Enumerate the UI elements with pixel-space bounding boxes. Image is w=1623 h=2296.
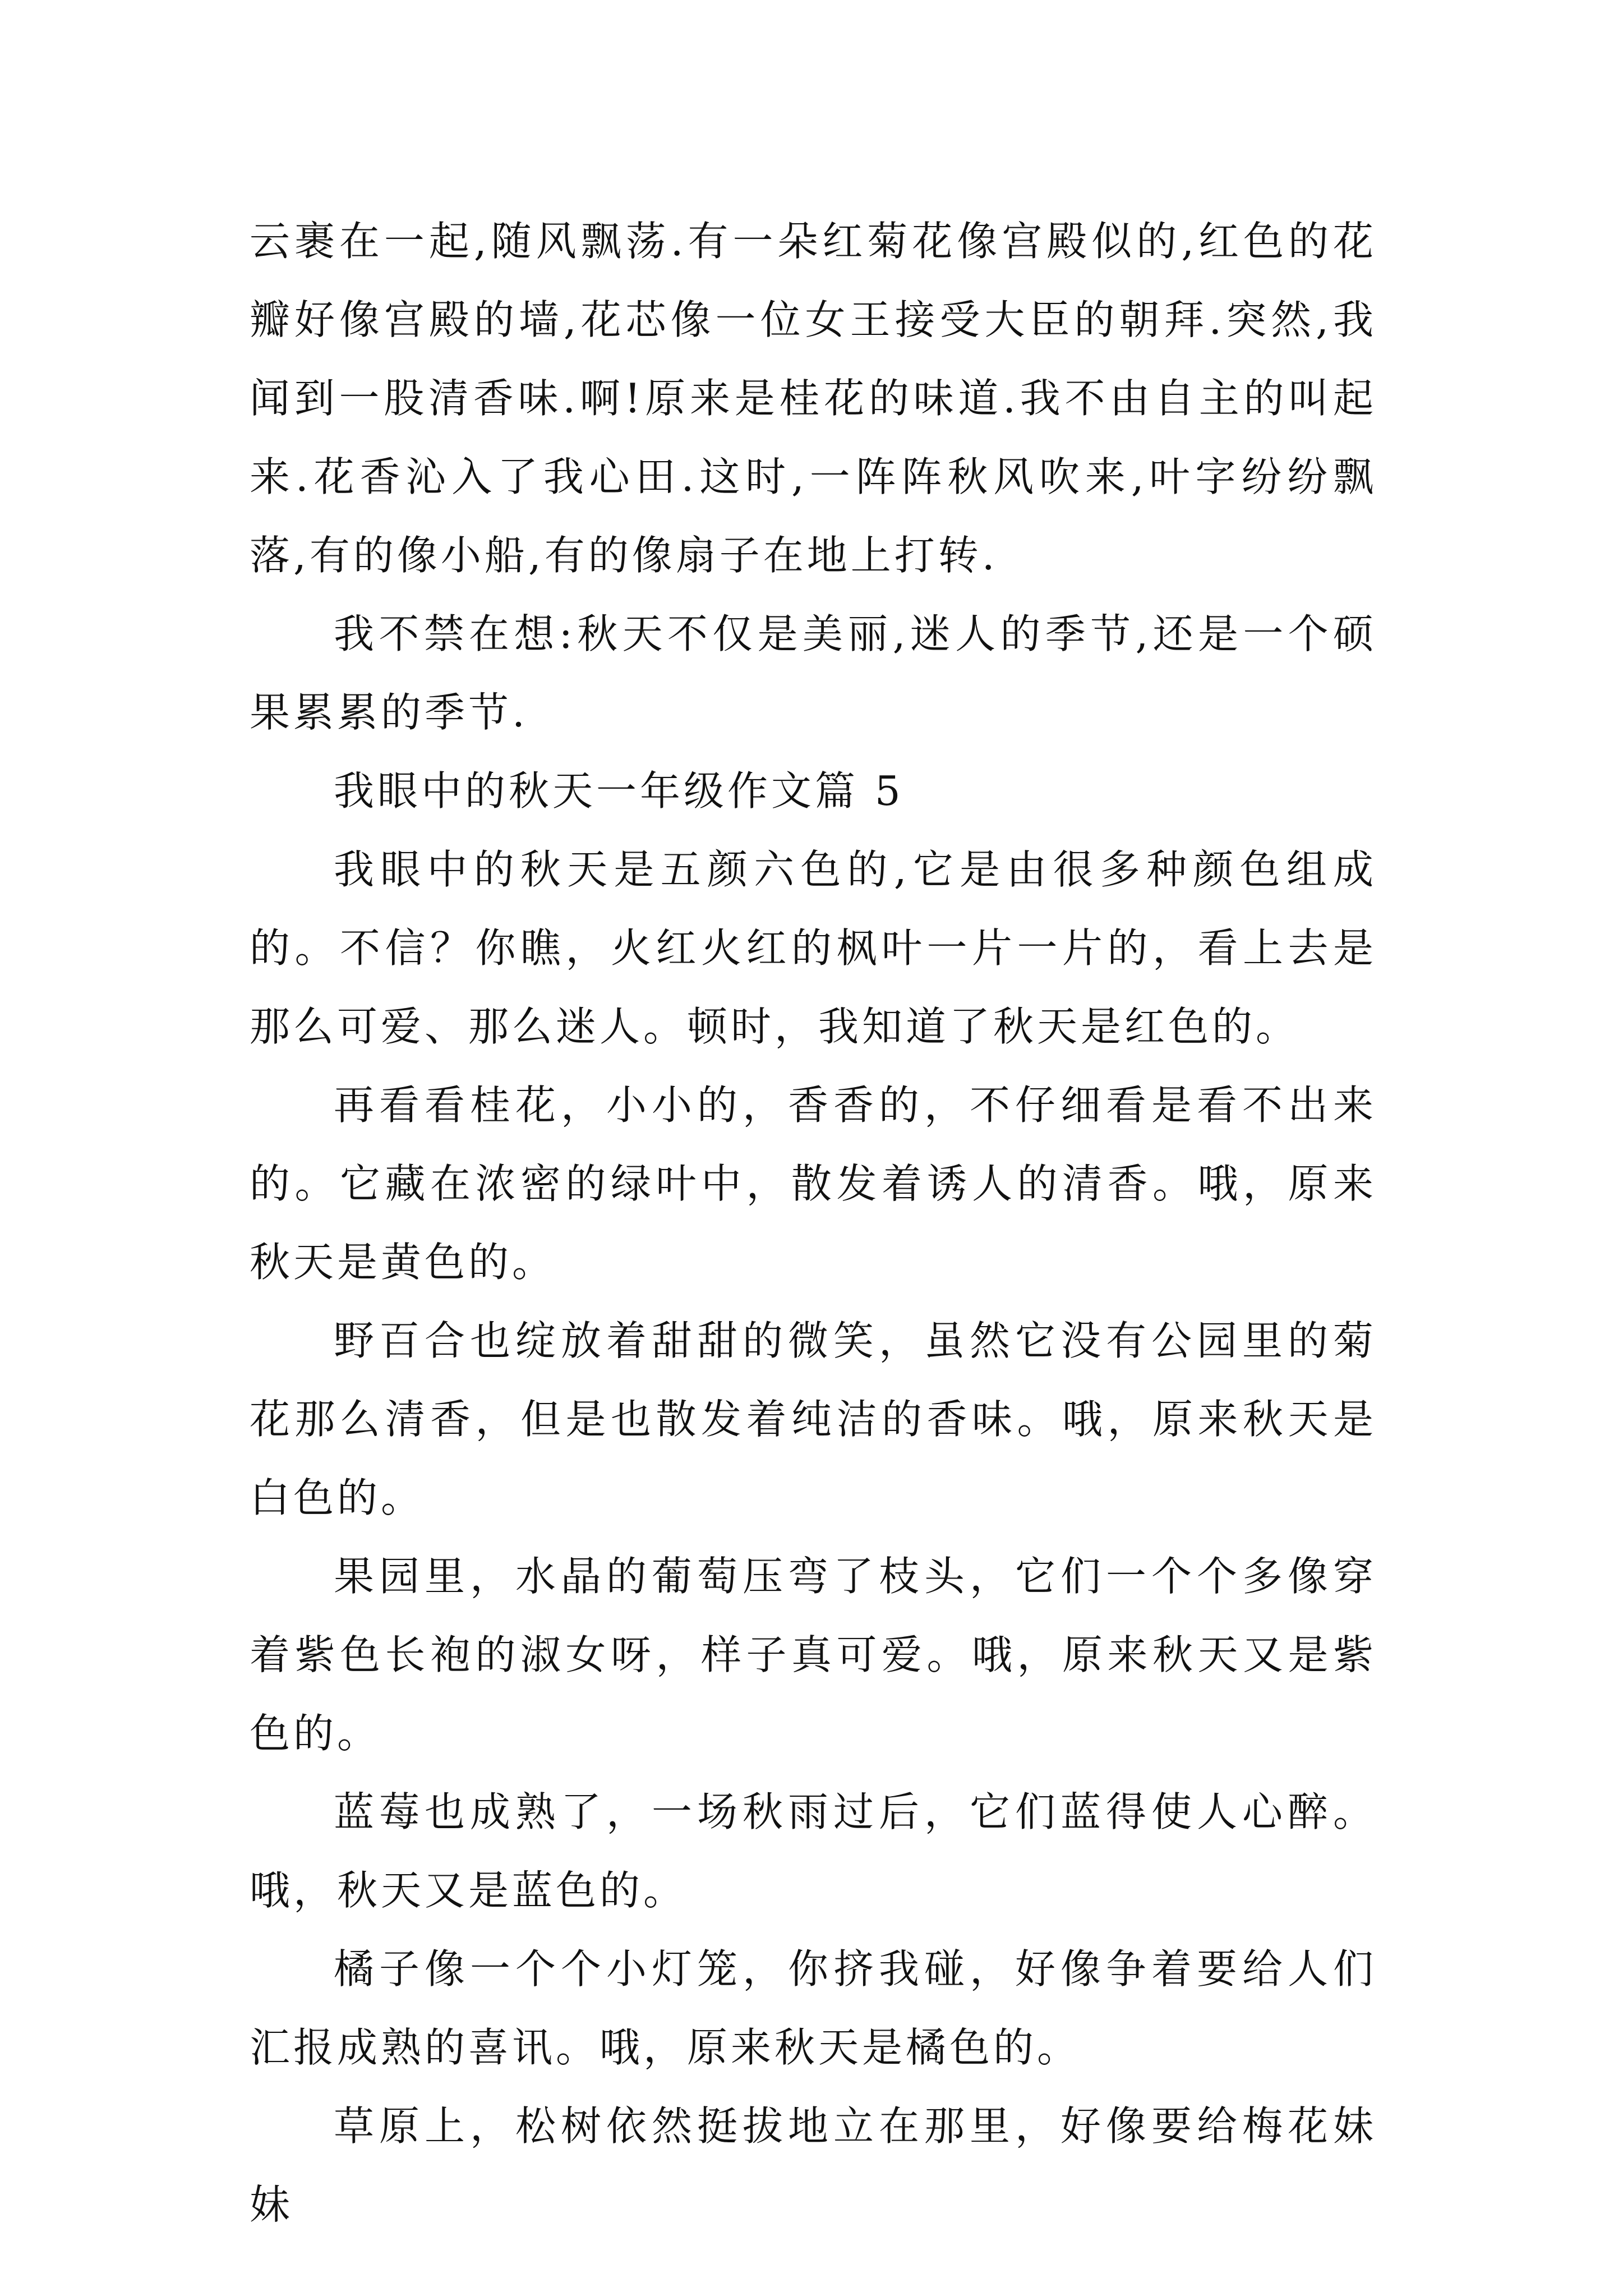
paragraph-purple: 果园里，水晶的葡萄压弯了枝头，它们一个个多像穿着紫色长袍的淑女呀，样子真可爱。哦，原来秋天又是紫色的。 <box>250 1553 1377 1757</box>
paragraph-white: 野百合也绽放着甜甜的微笑，虽然它没有公园里的菊花那么清香，但是也散发着纯洁的香味。哦，原来秋天是白色的。 <box>250 1317 1377 1521</box>
paragraph-orange: 橘子像一个个小灯笼，你挤我碰，好像争着要给人们汇报成熟的喜讯。哦，原来秋天是橘色的。 <box>250 1945 1377 2071</box>
section-title: 我眼中的秋天一年级作文篇 5 <box>334 767 904 815</box>
paragraph-yellow: 再看看桂花，小小的，香香的，不仔细看是看不出来的。它藏在浓密的绿叶中，散发着诱人的清香。哦，原来秋天是黄色的。 <box>250 1082 1377 1286</box>
paragraph-continuation: 云裹在一起,随风飘荡.有一朵红菊花像宫殿似的,红色的花瓣好像宫殿的墙,花芯像一位女王接受大臣的朝拜.突然,我闻到一股清香味.啊!原来是桂花的味道.我不由自主的叫起来.花香沁入了我心田.这时,一阵阵秋风吹来,叶字纷纷飘落,有的像小船,有的像扇子在地上打转. <box>250 218 1377 579</box>
paragraph-blue: 蓝莓也成熟了，一场秋雨过后，它们蓝得使人心醉。哦，秋天又是蓝色的。 <box>250 1788 1377 1914</box>
paragraph-reflection: 我不禁在想:秋天不仅是美丽,迷人的季节,还是一个硕果累累的季节. <box>250 610 1377 736</box>
paragraph-pine: 草原上，松树依然挺拔地立在那里，好像要给梅花妹妹 <box>250 2102 1377 2228</box>
document-body <box>250 202 1377 2244</box>
paragraph-red: 我眼中的秋天是五颜六色的,它是由很多种颜色组成的。不信？你瞧，火红火红的枫叶一片一片的，看上去是那么可爱、那么迷人。顿时，我知道了秋天是红色的。 <box>250 846 1377 1050</box>
